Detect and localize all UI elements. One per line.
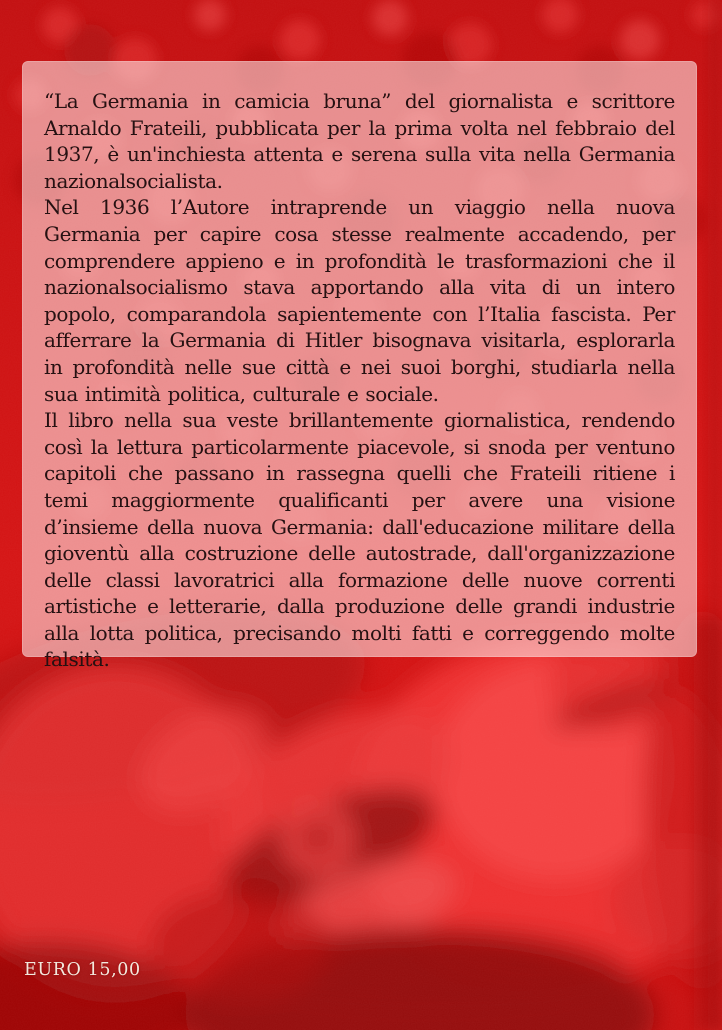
price-label: EURO 15,00 [24, 960, 141, 980]
synopsis-paragraph-1: “La Germania in camicia bruna” del giornalista e scrittore Arnaldo Frateili, pubblicata per la prima volta nel febbraio del 1937, è un'inchiesta attenta e serena sulla vita nella Germania nazionalsocialista. [44, 89, 675, 193]
synopsis-paragraph-2: Nel 1936 l’Autore intraprende un viaggio nella nuova Germania per capire cosa stesse realmente accadendo, per comprendere appieno e in profondità le trasformazioni che il nazionalsocialismo stava apportando alla vita di un intero popolo, comparandola sapientemente con l’Italia fascista. Per afferrare la Germania di Hitler bisognava visitarla, esplorarla in profondità nelle sue città e nei suoi borghi, studiarla nella sua intimità politica, culturale e sociale. [44, 195, 675, 406]
synopsis-panel [22, 61, 697, 672]
synopsis-paragraph-3: Il libro nella sua veste brillantemente giornalistica, rendendo così la lettura particolarmente piacevole, si snoda per ventuno capitoli che passano in rassegna quelli che Frateili ritiene i temi maggiormente qualificanti per avere una visione d’insieme della nuova Germania: dall'educazione militare della gioventù alla costruzione delle autostrade, dall'organizzazione delle classi lavoratrici alla formazione delle nuove correnti artistiche e letterarie, dalla produzione delle grandi industrie alla lotta politica, precisando molti fatti e correggendo molte falsità. [44, 408, 675, 672]
